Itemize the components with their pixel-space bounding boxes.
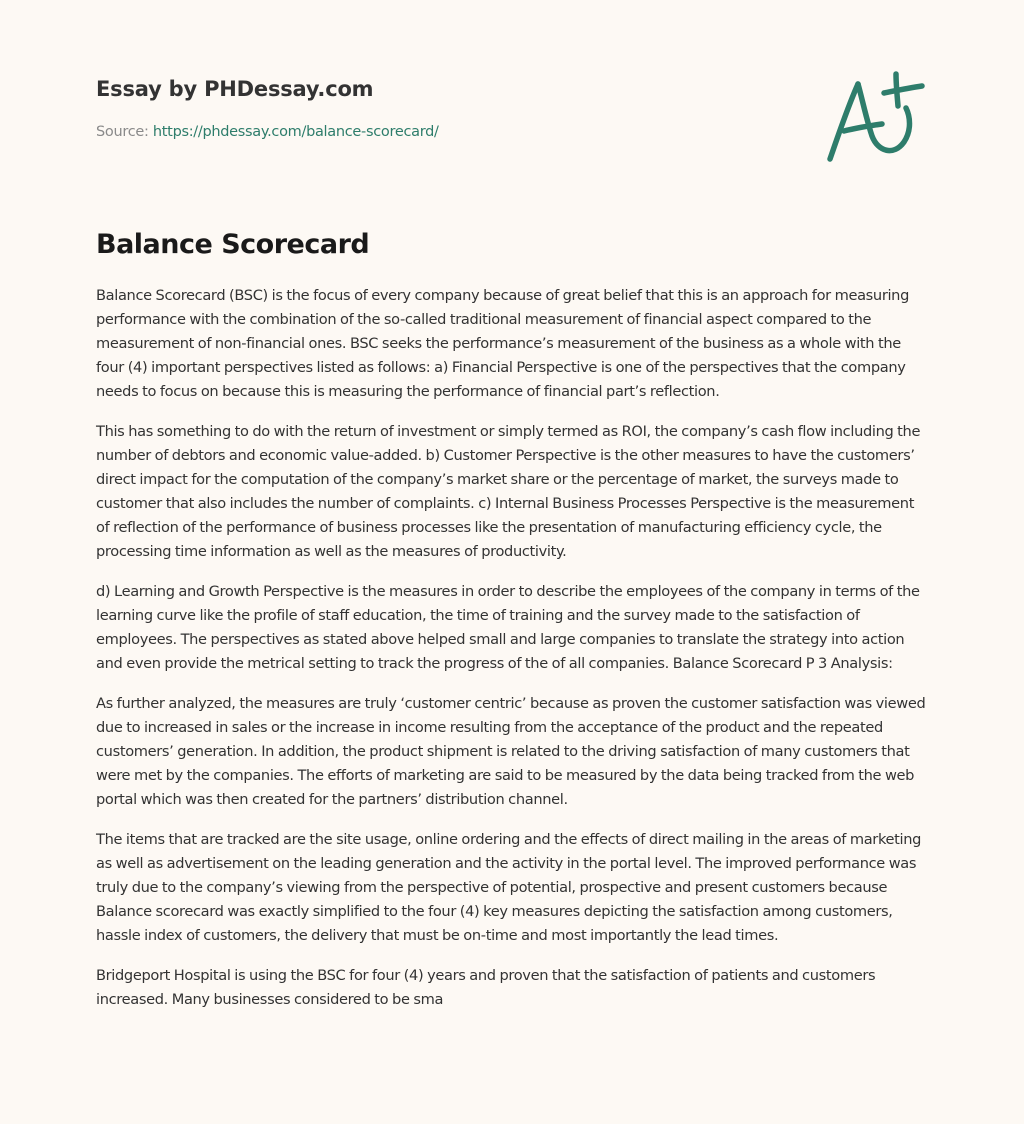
paragraph: This has something to do with the return of investment or simply termed as ROI, the company’s cash flow including the number of debtors and economic value-added. b) Customer Perspective is the other measures to have the customers’ direct impact for the computation of the company’s market share or the percentage of market, the surveys made to customer that also includes the number of complaints. c) Internal Business Processes Perspective is the measurement of reflection of the performance of business processes like the presentation of manufacturing efficiency cycle, the processing time information as well as the measures of productivity.	[96, 423, 921, 560]
paragraph: Bridgeport Hospital is using the BSC for four (4) years and proven that the satisfaction of patients and customers increased. Many businesses considered to be sma	[96, 967, 876, 1008]
source-line	[96, 122, 796, 142]
page-header	[96, 74, 796, 142]
paragraph: As further analyzed, the measures are truly ‘customer centric’ because as proven the customer satisfaction was viewed due to increased in sales or the increase in income resulting from the acceptance of the product and the repeated customers’ generation. In addition, the product shipment is related to the driving satisfaction of many customers that were met by the companies. The efforts of marketing are said to be measured by the data being tracked from the web portal which was then created for the partners’ distribution channel.	[96, 695, 926, 808]
paragraph: The items that are tracked are the site usage, online ordering and the effects of direct mailing in the areas of marketing as well as advertisement on the leading generation and the activity in the portal level. The improved performance was truly due to the company’s viewing from the perspective of potential, prospective and present customers because Balance scorecard was exactly simplified to the four (4) key measures depicting the satisfaction among customers, hassle index of customers, the delivery that must be on-time and most importantly the lead times.	[96, 831, 922, 944]
paragraph: Balance Scorecard (BSC) is the focus of every company because of great belief that this is an approach for measuring performance with the combination of the so-called traditional measurement of financial aspect compared to the measurement of non-financial ones. BSC seeks the performance’s measurement of the business as a whole with the four (4) important perspectives listed as follows: a) Financial Perspective is one of the perspectives that the company needs to focus on because this is measuring the performance of financial part’s reflection.	[96, 287, 909, 400]
paragraph: d) Learning and Growth Perspective is the measures in order to describe the employees of the company in terms of the learning curve like the profile of staff education, the time of training and the survey made to the satisfaction of employees. The perspectives as stated above helped small and large companies to translate the strategy into action and even provide the metrical setting to track the progress of the of all companies. Balance Scorecard P 3 Analysis:	[96, 583, 920, 672]
a-plus-grade-icon	[822, 66, 930, 166]
site-title: Essay by PHDessay.com	[96, 77, 374, 101]
source-link[interactable]: https://phdessay.com/balance-scorecard/	[152, 124, 439, 140]
source-label: Source:	[96, 124, 149, 140]
article-title: Balance Scorecard	[96, 229, 370, 260]
article-body	[96, 284, 928, 1028]
